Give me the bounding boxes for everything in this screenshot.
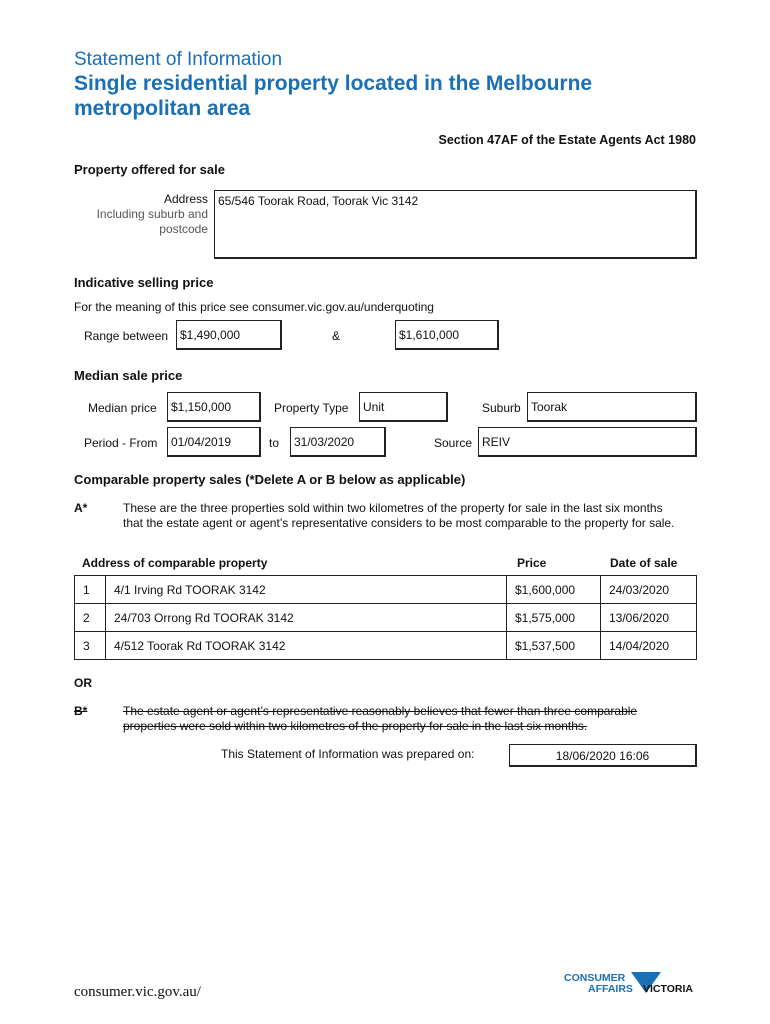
footer-url[interactable]: consumer.vic.gov.au/ — [74, 984, 201, 1000]
logo-text-affairs: AFFAIRS — [588, 983, 633, 995]
row-price[interactable]: $1,600,000 — [507, 576, 601, 604]
row-address[interactable]: 4/512 Toorak Rd TOORAK 3142 — [106, 632, 507, 660]
col-date-header: Date of sale — [610, 556, 678, 570]
row-number: 2 — [75, 604, 106, 632]
col-address-header: Address of comparable property — [82, 556, 268, 570]
table-row — [75, 604, 697, 632]
col-price-header: Price — [517, 556, 547, 570]
document-title: Single residential property located in the Melbourne metropolitan area — [74, 72, 593, 120]
source-label: Source — [434, 436, 473, 450]
row-number: 3 — [75, 632, 106, 660]
property-type-label: Property Type — [274, 401, 349, 415]
median-price-field[interactable]: $1,150,000 — [167, 392, 261, 422]
option-b-text: The estate agent or agent’s representative reasonably believes that fewer than three comparable properties were sold within two kilometres of the property for sale in the last six months. — [123, 704, 638, 733]
or-label: OR — [74, 676, 92, 690]
underquoting-note: For the meaning of this price see consumer.vic.gov.au/underquoting — [74, 300, 434, 314]
period-from-field[interactable]: 01/04/2019 — [167, 427, 261, 457]
property-type-field[interactable]: Unit — [359, 392, 448, 422]
source-field[interactable]: REIV — [478, 427, 697, 457]
consumer-affairs-victoria-logo — [563, 969, 703, 999]
address-label: Address — [163, 192, 208, 206]
suburb-field[interactable]: Toorak — [527, 392, 697, 422]
row-date[interactable]: 24/03/2020 — [601, 576, 697, 604]
comparable-heading: Comparable property sales (*Delete A or B below as applicable) — [74, 472, 466, 487]
table-row — [75, 632, 697, 660]
option-a-text: These are the three properties sold within two kilometres of the property for sale in the last six months that the estate agent or agent’s representative considers to be most comparable to the property for sale. — [123, 501, 675, 530]
address-hint-1: Including suburb and — [96, 207, 208, 221]
address-field[interactable]: 65/546 Toorak Road, Toorak Vic 3142 — [214, 190, 697, 259]
document-subtitle: Statement of Information — [74, 49, 283, 70]
price-low-field[interactable]: $1,490,000 — [176, 320, 282, 350]
prepared-date-field[interactable]: 18/06/2020 16:06 — [509, 744, 697, 767]
median-price-label: Median price — [88, 401, 157, 415]
row-number: 1 — [75, 576, 106, 604]
row-price[interactable]: $1,575,000 — [507, 604, 601, 632]
table-row — [75, 576, 697, 604]
period-to-field[interactable]: 31/03/2020 — [290, 427, 386, 457]
row-address[interactable]: 4/1 Irving Rd TOORAK 3142 — [106, 576, 507, 604]
range-label: Range between — [84, 329, 169, 343]
period-from-label: Period - From — [84, 436, 158, 450]
period-to-label: to — [269, 436, 280, 450]
address-hint-2: postcode — [159, 222, 208, 236]
suburb-label: Suburb — [482, 401, 521, 415]
row-address[interactable]: 24/703 Orrong Rd TOORAK 3142 — [106, 604, 507, 632]
section-reference: Section 47AF of the Estate Agents Act 1980 — [438, 133, 696, 147]
property-heading: Property offered for sale — [74, 162, 225, 177]
row-price[interactable]: $1,537,500 — [507, 632, 601, 660]
range-ampersand: & — [332, 329, 341, 343]
option-b-label: B* — [74, 704, 88, 718]
price-high-field[interactable]: $1,610,000 — [395, 320, 499, 350]
indicative-heading: Indicative selling price — [74, 275, 214, 290]
comparable-table — [74, 575, 697, 660]
logo-text-victoria: VICTORIA — [643, 983, 693, 995]
prepared-label: This Statement of Information was prepared on: — [221, 747, 475, 761]
option-a-label: A* — [74, 501, 88, 515]
logo-text-consumer: CONSUMER — [564, 972, 626, 984]
row-date[interactable]: 13/06/2020 — [601, 604, 697, 632]
row-date[interactable]: 14/04/2020 — [601, 632, 697, 660]
median-heading: Median sale price — [74, 368, 183, 383]
